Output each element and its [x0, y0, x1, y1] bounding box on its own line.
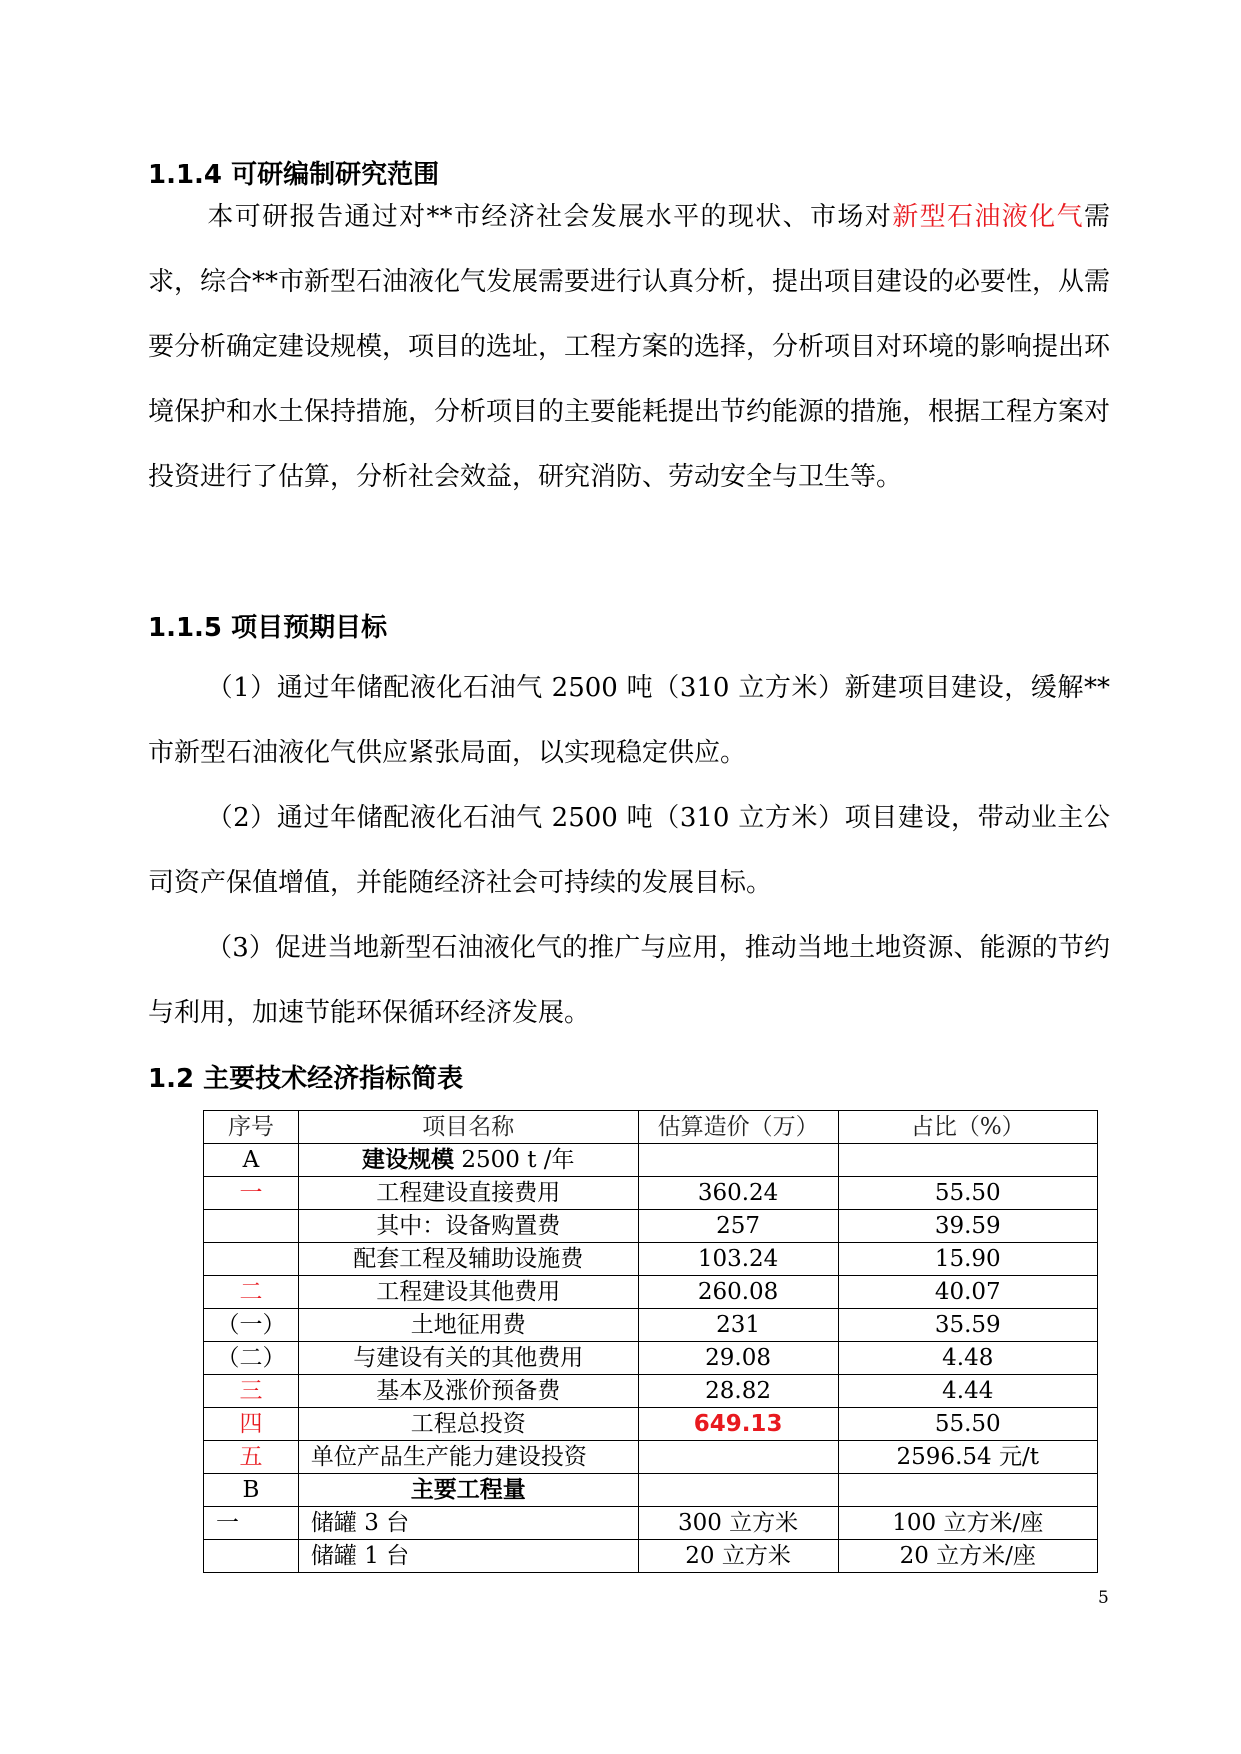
scope-text-highlight: 新型石油液化气: [892, 202, 1084, 232]
table-row: [204, 1441, 1098, 1474]
row-ratio: 39.59: [838, 1210, 1098, 1243]
row-name: 与建设有关的其他费用: [298, 1342, 638, 1375]
table-row: [204, 1540, 1098, 1573]
row-name: 单位产品生产能力建设投资: [298, 1441, 638, 1474]
row-ratio: 4.48: [838, 1342, 1098, 1375]
row-name: 主要工程量: [298, 1474, 638, 1507]
row-name: 土地征用费: [298, 1309, 638, 1342]
row-ratio: 100 立方米/座: [838, 1507, 1098, 1540]
goal-2-text: （2）通过年储配液化石油气 2500 吨（310 立方米）项目建设，带动业主公司资产保值增值，并能随经济社会可持续的发展目标。: [148, 803, 1110, 898]
row-name: 储罐 1 台: [298, 1540, 638, 1573]
row-ratio: 35.59: [838, 1309, 1098, 1342]
row-no: 四: [204, 1408, 299, 1441]
row-ratio: 20 立方米/座: [838, 1540, 1098, 1573]
row-name: 储罐 3 台: [298, 1507, 638, 1540]
table-row: [204, 1375, 1098, 1408]
row-ratio: 55.50: [838, 1177, 1098, 1210]
row-no: 五: [204, 1441, 299, 1474]
table-row: [204, 1144, 1098, 1177]
row-no: （一）: [204, 1309, 299, 1342]
table-row: [204, 1408, 1098, 1441]
header-no: 序号: [204, 1111, 299, 1144]
section-heading-1-1-4: 1.1.4 可研编制研究范围: [148, 160, 440, 190]
table-row: [204, 1243, 1098, 1276]
table-row: [204, 1474, 1098, 1507]
total-investment-value: 649.13: [638, 1408, 838, 1441]
row-ratio: 2596.54 元/t: [838, 1441, 1098, 1474]
row-cost: 257: [638, 1210, 838, 1243]
row-cost: 28.82: [638, 1375, 838, 1408]
goal-3-text: （3）促进当地新型石油液化气的推广与应用，推动当地土地资源、能源的节约与利用，加速节能环保循环经济发展。: [148, 933, 1110, 1028]
header-ratio: 占比（%）: [838, 1111, 1098, 1144]
row-name-bold: 建设规模: [362, 1147, 455, 1173]
row-no: B: [204, 1474, 299, 1507]
table-header-row: [204, 1111, 1098, 1144]
table-row: [204, 1309, 1098, 1342]
table-row: [204, 1342, 1098, 1375]
row-name-rest: 2500 t /年: [454, 1147, 575, 1173]
table-row: [204, 1276, 1098, 1309]
header-cost: 估算造价（万）: [638, 1111, 838, 1144]
goal-3-paragraph: [148, 916, 1110, 1046]
row-ratio: 4.44: [838, 1375, 1098, 1408]
row-no: 一: [204, 1177, 299, 1210]
row-no: 三: [204, 1375, 299, 1408]
row-name: 基本及涨价预备费: [298, 1375, 638, 1408]
row-cost: 260.08: [638, 1276, 838, 1309]
row-ratio: [838, 1474, 1098, 1507]
table-row: [204, 1177, 1098, 1210]
scope-paragraph: [148, 185, 1110, 510]
row-name: 配套工程及辅助设施费: [298, 1243, 638, 1276]
header-name: 项目名称: [298, 1111, 638, 1144]
row-no: [204, 1210, 299, 1243]
section-heading-1-2: 1.2 主要技术经济指标简表: [148, 1064, 464, 1094]
row-name: [298, 1144, 638, 1177]
goal-1-paragraph: [148, 656, 1110, 786]
row-cost: 360.24: [638, 1177, 838, 1210]
row-ratio: [838, 1144, 1098, 1177]
row-name: 工程建设直接费用: [298, 1177, 638, 1210]
row-name: 工程建设其他费用: [298, 1276, 638, 1309]
indicator-table: [203, 1110, 1098, 1573]
scope-text-end: 需求，综合**市新型石油液化气发展需要进行认真分析，提出项目建设的必要性，从需要分析确定建设规模，项目的选址，工程方案的选择，分析项目对环境的影响提出环境保护和水土保持措施，分析项目的主要能耗提出节约能源的措施，根据工程方案对投资进行了估算，分析社会效益，研究消防、劳动安全与卫生等。: [148, 202, 1111, 492]
row-no: A: [204, 1144, 299, 1177]
row-cost: 231: [638, 1309, 838, 1342]
row-ratio: 55.50: [838, 1408, 1098, 1441]
row-no: 二: [204, 1276, 299, 1309]
page-number: 5: [1098, 1588, 1109, 1608]
scope-text-start: 本可研报告通过对**市经济社会发展水平的现状、市场对: [206, 202, 893, 232]
row-cost: [638, 1144, 838, 1177]
row-ratio: 40.07: [838, 1276, 1098, 1309]
row-no: [204, 1243, 299, 1276]
row-cost: [638, 1441, 838, 1474]
row-cost: 300 立方米: [638, 1507, 838, 1540]
row-cost: 20 立方米: [638, 1540, 838, 1573]
goal-2-paragraph: [148, 786, 1110, 916]
row-name: 工程总投资: [298, 1408, 638, 1441]
row-cost: [638, 1474, 838, 1507]
goal-1-text: （1）通过年储配液化石油气 2500 吨（310 立方米）新建项目建设，缓解**市新型石油液化气供应紧张局面，以实现稳定供应。: [148, 673, 1110, 768]
row-name: 其中：设备购置费: [298, 1210, 638, 1243]
table-row: [204, 1507, 1098, 1540]
row-cost: 103.24: [638, 1243, 838, 1276]
section-heading-1-1-5: 1.1.5 项目预期目标: [148, 613, 388, 643]
row-no: （二）: [204, 1342, 299, 1375]
row-ratio: 15.90: [838, 1243, 1098, 1276]
row-no: 一: [204, 1507, 299, 1540]
table-row: [204, 1210, 1098, 1243]
row-no: [204, 1540, 299, 1573]
row-cost: 29.08: [638, 1342, 838, 1375]
